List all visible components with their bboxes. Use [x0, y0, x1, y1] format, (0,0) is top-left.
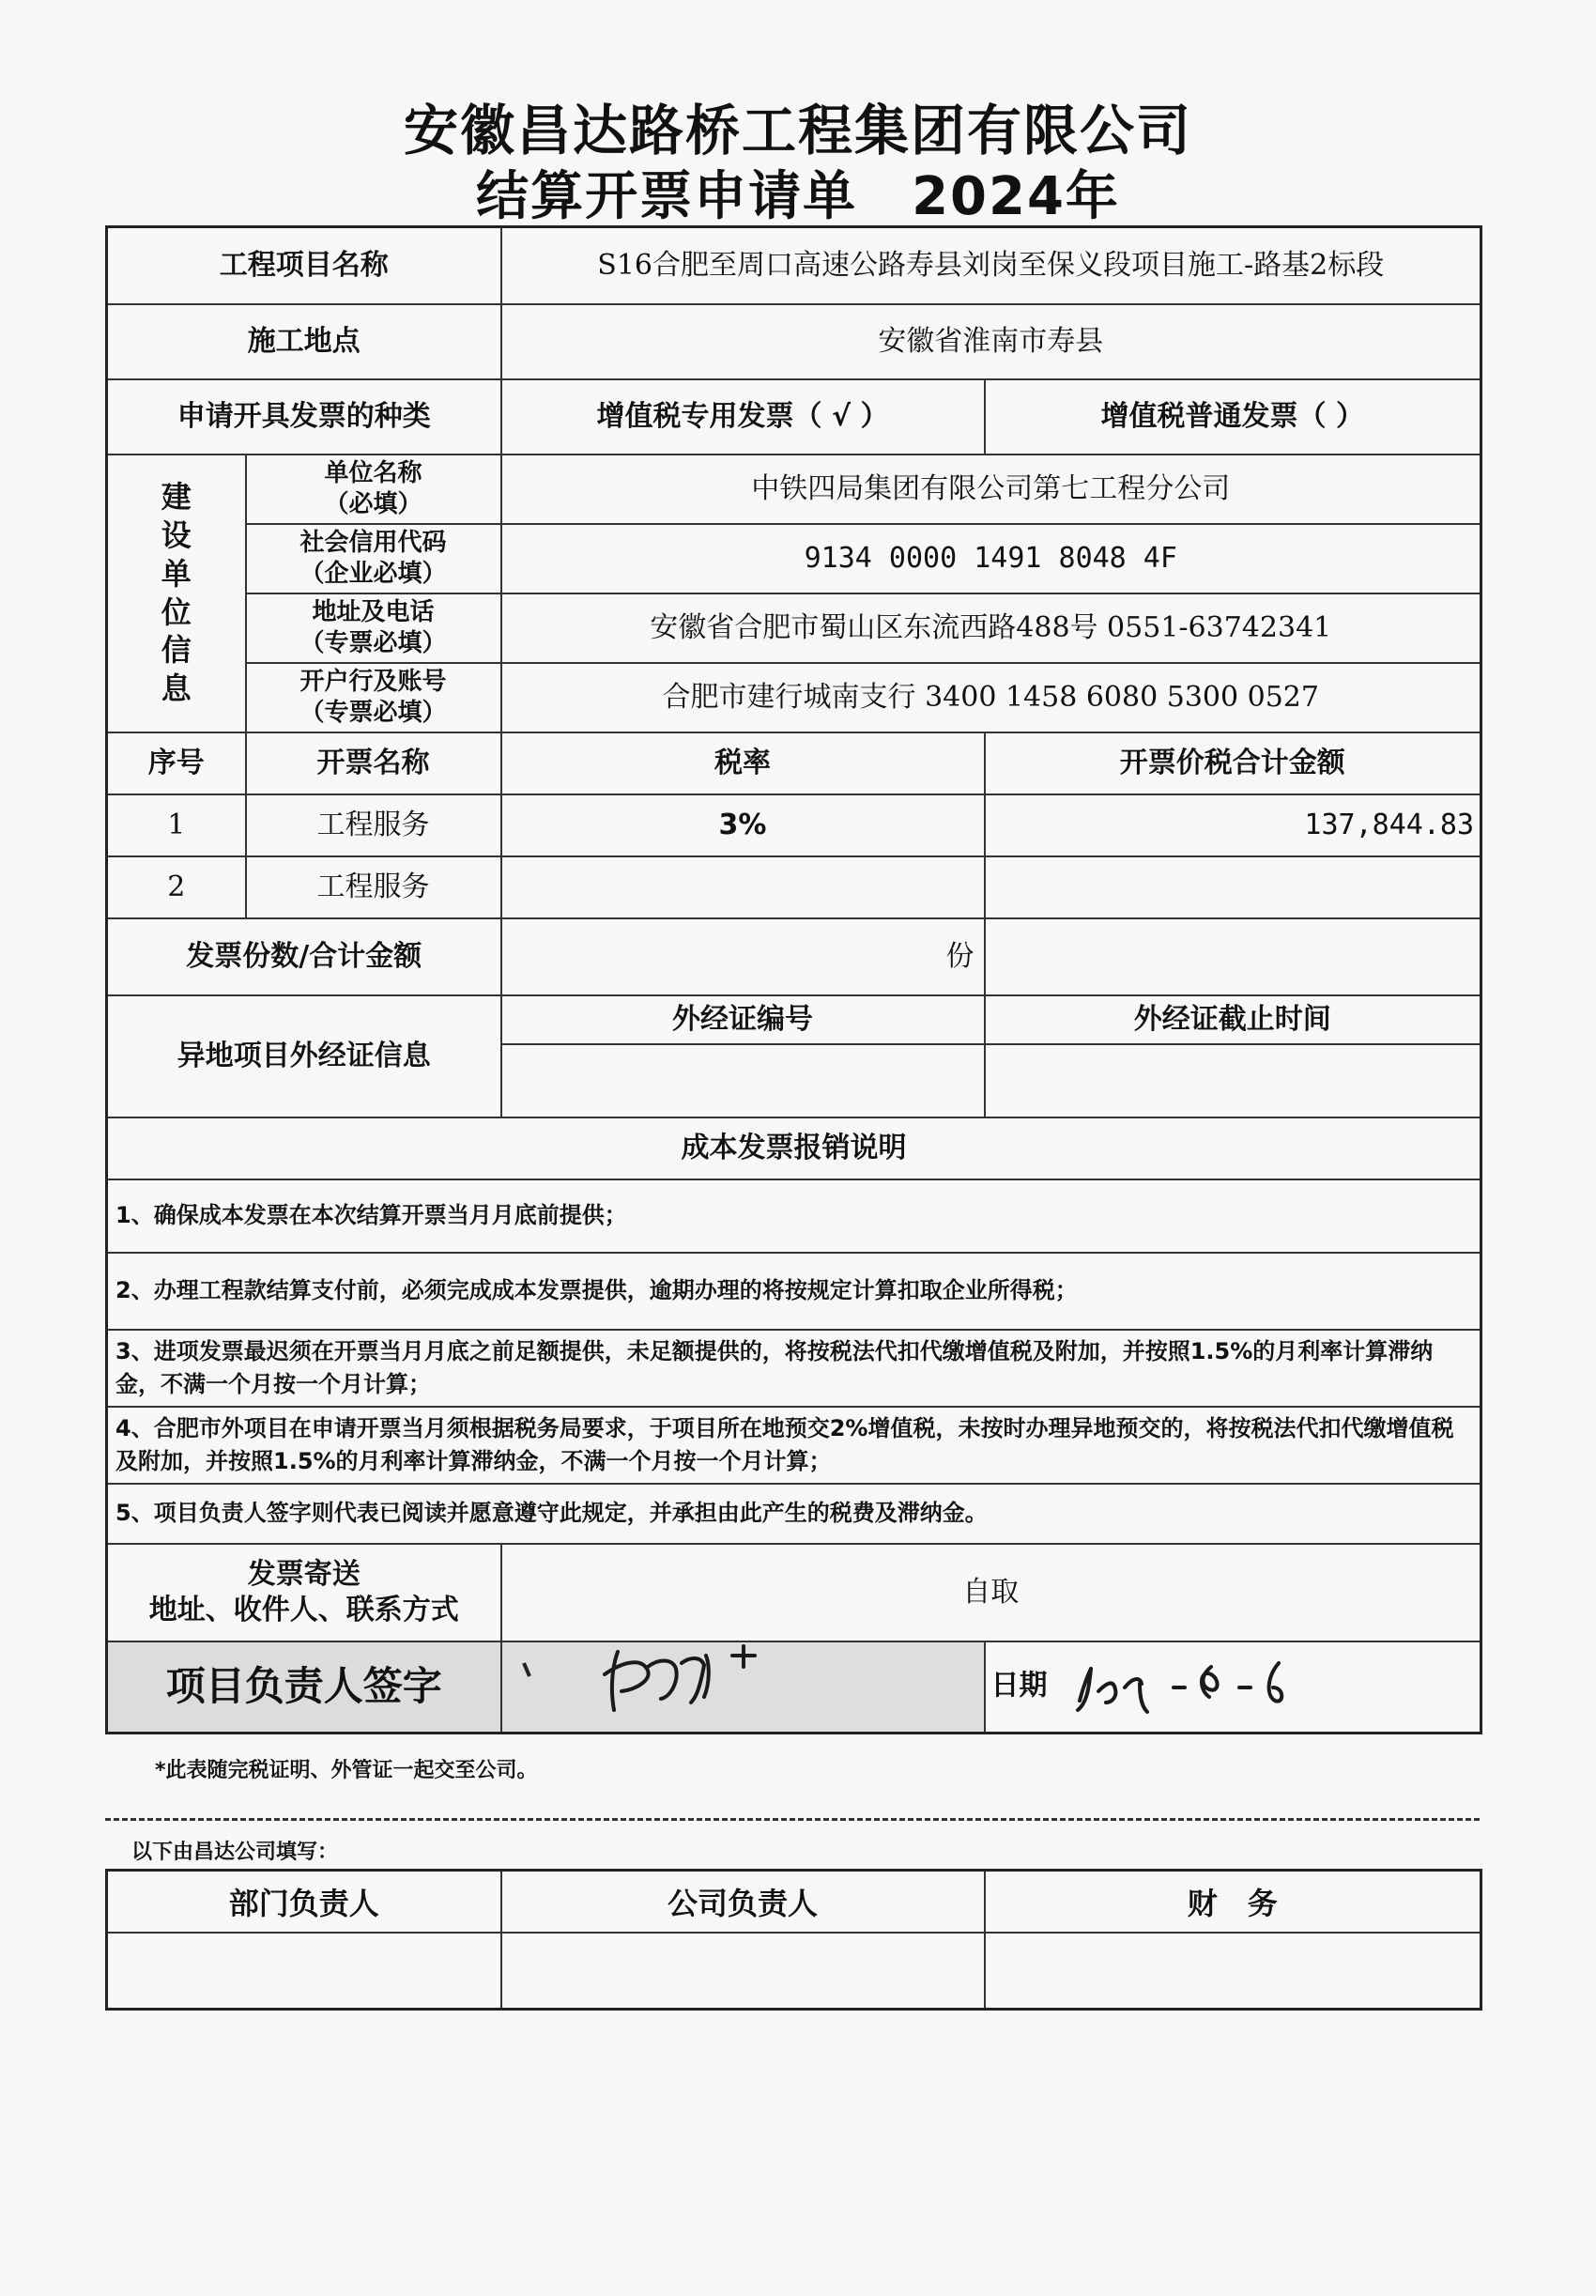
item-rate[interactable] — [501, 856, 985, 918]
date-label: 日期 — [990, 1669, 1048, 1703]
note-item: 2、办理工程款结算支付前，必须完成成本发票提供，逾期办理的将按规定计算扣取企业所得税； — [107, 1253, 1481, 1330]
form-title: 结算开票申请单 2024年 — [476, 166, 1120, 227]
notes-row — [107, 1253, 1481, 1330]
dept-head-sign-field[interactable] — [107, 1933, 501, 2010]
vat-special-option[interactable]: 增值税专用发票（ √ ） — [501, 379, 985, 455]
cut-line-divider — [105, 1818, 1480, 1821]
items-header-row — [107, 732, 1481, 794]
note-item: 3、进项发票最迟须在开票当月月底之前足额提供，未足额提供的，将按税法代扣代缴增值税及附加，并按照1.5%的月利率计算滞纳金，不满一个月按一个月计算； — [107, 1330, 1481, 1407]
item-name[interactable]: 工程服务 — [246, 856, 501, 918]
date-field[interactable] — [985, 1641, 1481, 1734]
builder-row-name — [107, 455, 1481, 524]
location-row — [107, 304, 1481, 379]
delivery-label: 发票寄送 地址、收件人、联系方式 — [107, 1544, 501, 1641]
builder-row-credit-code — [107, 524, 1481, 593]
address-phone-label: 地址及电话 （专票必填） — [246, 593, 501, 663]
address-phone-value[interactable]: 安徽省合肥市蜀山区东流西路488号 0551-63742341 — [501, 593, 1481, 663]
company-title: 安徽昌达路桥工程集团有限公司 — [403, 99, 1192, 162]
handwritten-date — [1070, 1654, 1314, 1719]
col-header-amount: 开票价税合计金额 — [985, 732, 1481, 794]
bank-account-label: 开户行及账号 （专票必填） — [246, 663, 501, 732]
external-cert-header-row — [107, 995, 1481, 1044]
invoice-count-unit[interactable]: 份 — [501, 918, 985, 995]
project-name-value[interactable]: S16合肥至周口高速公路寿县刘岗至保义段项目施工-路基2标段 — [501, 227, 1481, 304]
company-fill-label: 以下由昌达公司填写： — [131, 1841, 339, 1864]
cert-no-value[interactable] — [501, 1044, 985, 1117]
bank-account-value[interactable]: 合肥市建行城南支行 3400 1458 6080 5300 0527 — [501, 663, 1481, 732]
notes-row — [107, 1484, 1481, 1544]
builder-name-label: 单位名称 （必填） — [246, 455, 501, 524]
company-head-sign-field[interactable] — [501, 1933, 985, 2010]
signature-label: 项目负责人签字 — [107, 1641, 501, 1734]
note-item: 5、项目负责人签字则代表已阅读并愿意遵守此规定，并承担由此产生的税费及滞纳金。 — [107, 1484, 1481, 1544]
signature-field[interactable] — [501, 1641, 985, 1734]
note-item: 4、合肥市外项目在申请开票当月须根据税务局要求，于项目所在地预交2%增值税，未按时办理异地预交的，将按税法代扣代缴增值税及附加，并按照1.5%的月利率计算滞纳金，不满一个月按一个月计算； — [107, 1407, 1481, 1484]
signature-row — [107, 1641, 1481, 1734]
col-header-rate: 税率 — [501, 732, 985, 794]
builder-row-bank — [107, 663, 1481, 732]
handwritten-signature — [507, 1642, 979, 1723]
notes-row — [107, 1330, 1481, 1407]
item-name[interactable]: 工程服务 — [246, 794, 501, 856]
item-amount[interactable] — [985, 856, 1481, 918]
location-label: 施工地点 — [107, 304, 501, 379]
total-amount[interactable] — [985, 918, 1481, 995]
notes-title-row — [107, 1117, 1481, 1179]
table-row — [107, 856, 1481, 918]
item-no: 1 — [107, 794, 246, 856]
builder-info-group-label: 建 设 单 位 信 息 — [107, 455, 246, 732]
delivery-value[interactable]: 自取 — [501, 1544, 1481, 1641]
invoice-type-label: 申请开具发票的种类 — [107, 379, 501, 455]
builder-name-value[interactable]: 中铁四局集团有限公司第七工程分公司 — [501, 455, 1481, 524]
application-form-table — [105, 225, 1482, 1734]
credit-code-label: 社会信用代码 （企业必填） — [246, 524, 501, 593]
total-label: 发票份数/合计金额 — [107, 918, 501, 995]
table-row — [107, 794, 1481, 856]
vat-general-option[interactable]: 增值税普通发票（ ） — [985, 379, 1481, 455]
credit-code-value[interactable]: 9134 0000 1491 8048 4F — [501, 524, 1481, 593]
company-approval-table — [105, 1869, 1482, 2011]
notes-title: 成本发票报销说明 — [107, 1117, 1481, 1179]
location-value[interactable]: 安徽省淮南市寿县 — [501, 304, 1481, 379]
notes-row — [107, 1179, 1481, 1253]
builder-row-address — [107, 593, 1481, 663]
cert-deadline-value[interactable] — [985, 1044, 1481, 1117]
company-head-label: 公司负责人 — [501, 1871, 985, 1933]
external-cert-label: 异地项目外经证信息 — [107, 995, 501, 1117]
project-name-label: 工程项目名称 — [107, 227, 501, 304]
note-item: 1、确保成本发票在本次结算开票当月月底前提供； — [107, 1179, 1481, 1253]
finance-label: 财 务 — [985, 1871, 1481, 1933]
total-row — [107, 918, 1481, 995]
col-header-name: 开票名称 — [246, 732, 501, 794]
item-no: 2 — [107, 856, 246, 918]
footnote: *此表随完税证明、外管证一起交至公司。 — [155, 1759, 538, 1782]
invoice-type-row — [107, 379, 1481, 455]
dept-head-label: 部门负责人 — [107, 1871, 501, 1933]
notes-row — [107, 1407, 1481, 1484]
finance-sign-field[interactable] — [985, 1933, 1481, 2010]
col-header-no: 序号 — [107, 732, 246, 794]
project-name-row — [107, 227, 1481, 304]
cert-no-label: 外经证编号 — [501, 995, 985, 1044]
item-rate[interactable]: 3% — [501, 794, 985, 856]
cert-deadline-label: 外经证截止时间 — [985, 995, 1481, 1044]
item-amount[interactable]: 137,844.83 — [985, 794, 1481, 856]
delivery-row — [107, 1544, 1481, 1641]
